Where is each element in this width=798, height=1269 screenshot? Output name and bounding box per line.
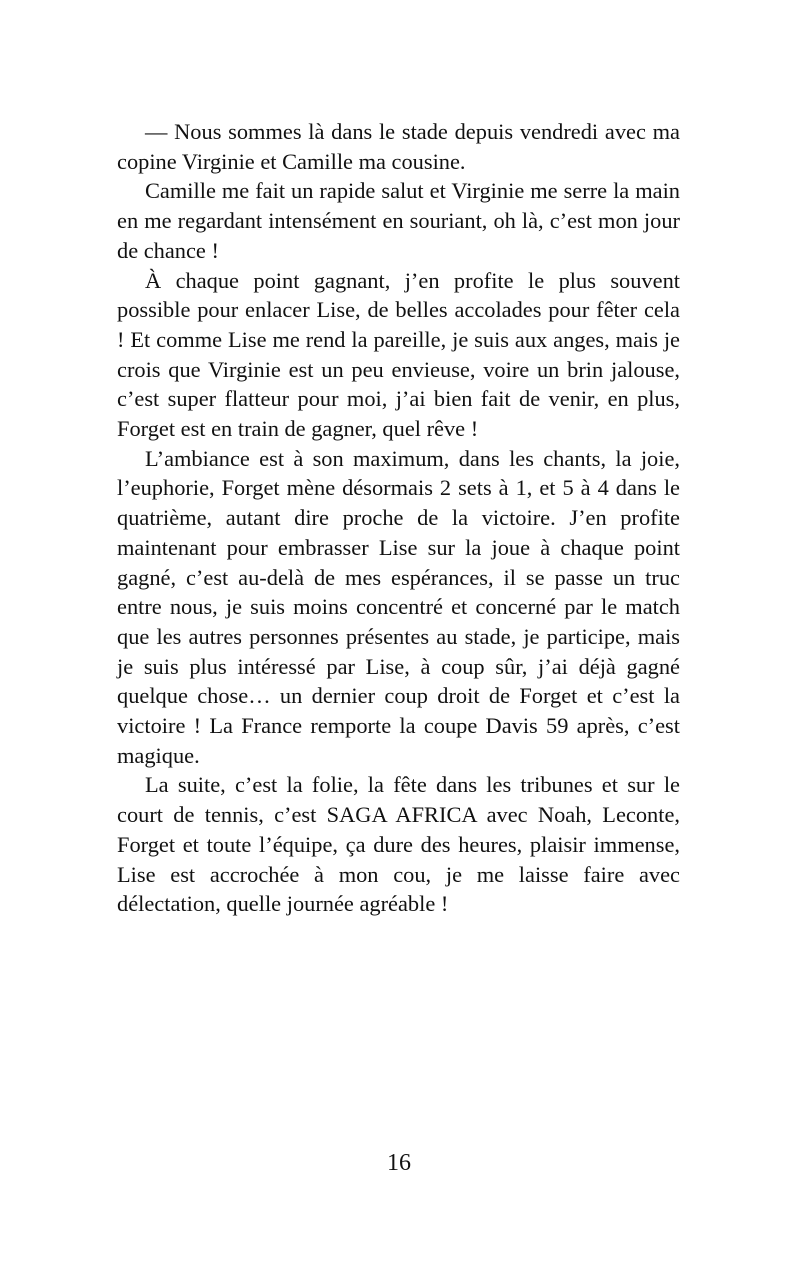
- paragraph-2: Camille me fait un rapide salut et Virginie me serre la main en me regardant intensément en souriant, oh là, c’est mon jour de chance !: [117, 178, 680, 263]
- paragraph-4: L’ambiance est à son maximum, dans les chants, la joie, l’euphorie, Forget mène désormais 2 sets à 1, et 5 à 4 dans le quatrième, autant dire proche de la victoire. J’en profite maintenant pour embrasser Lise sur la joue à chaque point gagné, c’est au-delà de mes espérances, il se passe un truc entre nous, je suis moins concentré et concerné par le match que les autres personnes présentes au stade, je participe, mais je suis plus intéressé par Lise, à coup sûr, j’ai déjà gagné quelque chose… un dernier coup droit de Forget et c’est la victoire ! La France remporte la coupe Davis 59 après, c’est magique.: [117, 445, 680, 768]
- paragraph-5: La suite, c’est la folie, la fête dans les tribunes et sur le court de tennis, c’est SAGA AFRICA avec Noah, Leconte, Forget et toute l’équipe, ça dure des heures, plaisir immense, Lise est accrochée à mon cou, je me laisse faire avec délectation, quelle journée agréable !: [117, 772, 680, 917]
- page-number: 16: [387, 1150, 411, 1176]
- page-body: [117, 117, 680, 919]
- paragraph-1: — Nous sommes là dans le stade depuis vendredi avec ma copine Virginie et Camille ma cousine.: [117, 119, 680, 174]
- paragraph-3: À chaque point gagnant, j’en profite le plus souvent possible pour enlacer Lise, de belles accolades pour fêter cela ! Et comme Lise me rend la pareille, je suis aux anges, mais je crois que Virginie est un peu envieuse, voire un brin jalouse, c’est super flatteur pour moi, j’ai bien fait de venir, en plus, Forget est en train de gagner, quel rêve !: [117, 267, 680, 442]
